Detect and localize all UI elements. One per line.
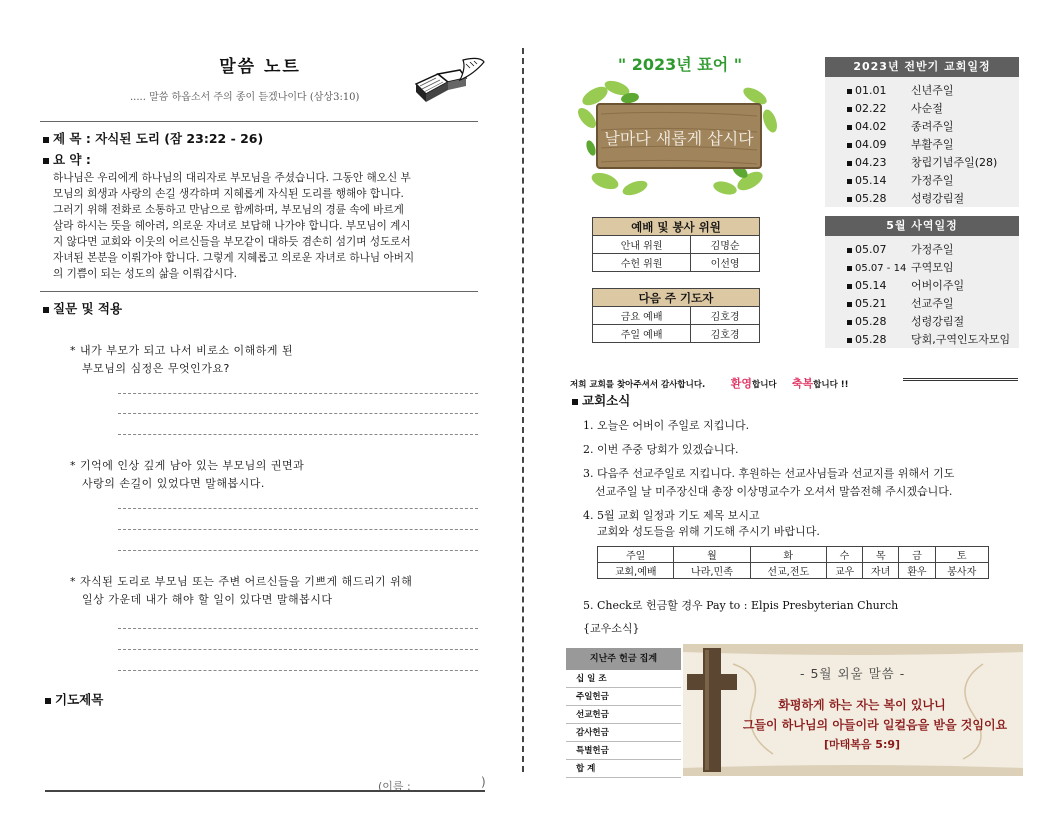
answer-line[interactable] bbox=[118, 628, 478, 629]
answer-line[interactable] bbox=[118, 550, 478, 551]
name-field-line[interactable] bbox=[45, 790, 485, 792]
bullet-square-icon bbox=[43, 158, 49, 164]
schedule-event: 구역모임 bbox=[911, 261, 954, 274]
welcome-text: 합니다 !! bbox=[813, 380, 849, 390]
bible-quill-icon bbox=[408, 54, 488, 112]
summary-line: 의 기쁨이 되는 성도의 삶을 이뤄갑시다. bbox=[53, 268, 237, 280]
memory-verse-line: 그들이 하나님의 아들이라 일컬음을 받을 것임이요 bbox=[742, 718, 1008, 732]
sermon-topic bbox=[43, 129, 263, 147]
news-item: 2. 이번 주중 당회가 있겠습니다. bbox=[583, 443, 739, 456]
bullet-square-icon bbox=[847, 320, 852, 325]
question-line: * 자식된 도리로 부모님 또는 주변 어르신들을 기쁘게 해드리기 위해 bbox=[70, 575, 413, 588]
prayer-role: 주일 예배 bbox=[593, 325, 691, 343]
answer-line[interactable] bbox=[118, 508, 478, 509]
schedule-event: 당회,구역인도자모임 bbox=[911, 333, 1011, 346]
bullet-square-icon bbox=[847, 248, 852, 253]
questions-heading bbox=[43, 299, 122, 317]
day-topic: 자녀 bbox=[863, 563, 899, 579]
bullet-square-icon bbox=[43, 137, 49, 143]
schedule-item bbox=[847, 82, 954, 98]
answer-line[interactable] bbox=[118, 670, 478, 671]
bullet-square-icon bbox=[847, 302, 852, 307]
schedule-may-title: 5월 사역일정 bbox=[825, 216, 1019, 236]
daily-prayer-table bbox=[597, 546, 989, 579]
question-line: * 기억에 인상 깊게 남아 있는 부모님의 권면과 bbox=[70, 459, 305, 472]
fold-divider bbox=[522, 48, 524, 772]
summary-line: 모님의 희생과 사랑의 손길 생각하며 지혜롭게 자식된 도리를 행해야 합니다. bbox=[53, 188, 404, 200]
answer-line[interactable] bbox=[118, 649, 478, 650]
news-item bbox=[583, 466, 1013, 500]
news-item: {교우소식} bbox=[583, 622, 640, 635]
schedule-item bbox=[847, 190, 964, 206]
answer-line[interactable] bbox=[118, 434, 478, 435]
day-header: 금 bbox=[899, 547, 935, 563]
summary-line: 하나님은 우리에게 하나님의 대리자로 부모님을 주셨습니다. 그동안 해오신 부 bbox=[53, 172, 411, 184]
schedule-date: 04.02 bbox=[855, 120, 887, 133]
prayer-topics-heading bbox=[45, 690, 103, 708]
welcome-underline bbox=[903, 378, 1018, 381]
staff-name: 김명순 bbox=[691, 236, 760, 254]
sermon-summary bbox=[53, 170, 480, 282]
schedule-date: 05.14 bbox=[855, 174, 887, 187]
news-line: 선교주일 날 미주장신대 총장 이상명교수가 오셔서 말씀전해 주시겠습니다. bbox=[595, 485, 953, 498]
motto-text: 날마다 새롭게 삽시다 bbox=[604, 129, 754, 148]
schedule-item bbox=[847, 259, 954, 275]
summary-line: 그러기 위해 전화로 소통하고 만남으로 함께하며, 부모님의 경륜 속에 바르게 bbox=[53, 204, 404, 216]
bullet-square-icon bbox=[847, 89, 852, 94]
question-line: 일상 가운데 내가 해야 할 일이 있다면 말해봅시다 bbox=[82, 593, 333, 606]
schedule-event: 어버이주일 bbox=[911, 279, 965, 292]
bullet-square-icon bbox=[45, 698, 51, 704]
day-header: 주일 bbox=[598, 547, 674, 563]
question-2 bbox=[70, 457, 304, 493]
table-row bbox=[593, 325, 760, 343]
staff-role: 안내 위원 bbox=[593, 236, 691, 254]
bullet-square-icon bbox=[847, 179, 852, 184]
memory-verse-reference: [마태복음 5:9] bbox=[823, 738, 901, 751]
table-row bbox=[598, 563, 989, 579]
schedule-event: 신년주일 bbox=[911, 84, 954, 97]
schedule-event: 종려주일 bbox=[911, 120, 954, 133]
bullet-square-icon bbox=[847, 338, 852, 343]
question-1 bbox=[70, 342, 293, 378]
question-line: 사랑의 손길이 있었다면 말해봅시다. bbox=[82, 477, 265, 490]
schedule-date: 04.09 bbox=[855, 138, 887, 151]
bullet-square-icon bbox=[847, 107, 852, 112]
prayer-topics-text: 기도제목 bbox=[55, 692, 104, 707]
bullet-square-icon bbox=[847, 284, 852, 289]
day-header: 목 bbox=[863, 547, 899, 563]
schedule-date: 05.14 bbox=[855, 279, 887, 292]
memory-verse-line: 화평하게 하는 자는 복이 있나니 bbox=[778, 698, 946, 712]
schedule-item bbox=[847, 277, 964, 293]
welcome-highlight: 환영 bbox=[730, 377, 752, 390]
summary-line: 살라 하시는 뜻을 헤아려, 의로운 자녀로 보답해 나가야 합니다. 부모님이 계시 bbox=[53, 220, 411, 232]
schedule-event: 성령강림절 bbox=[911, 192, 965, 205]
news-item: 1. 오늘은 어버이 주일로 지킵니다. bbox=[583, 419, 750, 432]
schedule-event: 가정주일 bbox=[911, 174, 954, 187]
church-news-heading bbox=[572, 391, 630, 409]
question-line: * 내가 부모가 되고 나서 비로소 이해하게 된 bbox=[70, 344, 294, 357]
summary-line: 자녀된 본분을 이뤄가야 합니다. 그렇게 지혜롭고 의로운 자녀로 하나님 아버지 bbox=[53, 252, 415, 264]
schedule-date: 05.28 bbox=[855, 333, 887, 346]
table-row bbox=[593, 307, 760, 325]
day-topic: 환우 bbox=[899, 563, 935, 579]
schedule-item bbox=[847, 136, 954, 152]
schedule-date: 04.23 bbox=[855, 156, 887, 169]
staff-name: 이선영 bbox=[691, 254, 760, 272]
day-topic: 교우 bbox=[826, 563, 862, 579]
schedule-first-half-list bbox=[825, 77, 1019, 207]
next-week-prayer-title: 다음 주 기도자 bbox=[593, 289, 760, 307]
news-line: 4. 5월 교회 일정과 기도 제목 보시고 bbox=[583, 509, 760, 522]
day-topic: 봉사자 bbox=[935, 563, 989, 579]
name-field-label: (이름 : bbox=[378, 780, 411, 793]
schedule-date: 01.01 bbox=[855, 84, 887, 97]
news-item: 5. Check로 헌금할 경우 Pay to : Elpis Presbyterian Church bbox=[583, 599, 899, 612]
schedule-may-list bbox=[825, 236, 1019, 348]
table-row bbox=[598, 547, 989, 563]
summary-divider bbox=[40, 291, 478, 292]
news-line: 3. 다음주 선교주일로 지킵니다. 후원하는 선교사님들과 선교지를 위해서 기도 bbox=[583, 467, 955, 480]
day-header: 화 bbox=[750, 547, 826, 563]
day-header: 토 bbox=[935, 547, 989, 563]
memory-verse-title: - 5월 외울 말씀 - bbox=[800, 666, 906, 681]
bullet-square-icon bbox=[572, 399, 578, 405]
schedule-item bbox=[847, 331, 1010, 347]
schedule-date: 05.21 bbox=[855, 297, 887, 310]
schedule-date: 05.07 bbox=[855, 243, 887, 256]
news-line: 교회와 성도들을 위해 기도해 주시기 바랍니다. bbox=[597, 525, 820, 538]
offering-row: 감사헌금 bbox=[566, 724, 681, 742]
title-divider bbox=[40, 121, 478, 122]
bullet-square-icon bbox=[847, 266, 852, 271]
schedule-item bbox=[847, 313, 964, 329]
service-staff-title: 예배 및 봉사 위원 bbox=[593, 218, 760, 236]
service-staff-table bbox=[592, 217, 760, 272]
table-row bbox=[593, 236, 760, 254]
bullet-square-icon bbox=[847, 143, 852, 148]
schedule-date: 02.22 bbox=[855, 102, 887, 115]
day-topic: 교회,예배 bbox=[598, 563, 674, 579]
schedule-first-half-title: 2023년 전반기 교회일정 bbox=[825, 57, 1019, 77]
summary-heading bbox=[43, 150, 91, 168]
welcome-text: 합니다 bbox=[751, 380, 777, 390]
question-3 bbox=[70, 573, 412, 609]
schedule-item bbox=[847, 118, 954, 134]
prayer-name: 김호경 bbox=[691, 325, 760, 343]
question-line: 부모님의 심정은 무엇인가요? bbox=[82, 362, 230, 375]
page-title: 말씀 노트 bbox=[219, 57, 301, 77]
schedule-event: 부활주일 bbox=[911, 138, 954, 151]
motto-year: " 2023년 표어 " bbox=[617, 55, 743, 74]
news-item bbox=[583, 508, 1013, 540]
bullet-square-icon bbox=[43, 307, 49, 313]
next-week-prayer-table bbox=[592, 288, 760, 343]
offering-row: 주일헌금 bbox=[566, 688, 681, 706]
bullet-square-icon bbox=[847, 125, 852, 130]
answer-line[interactable] bbox=[118, 393, 478, 394]
schedule-event: 가정주일 bbox=[911, 243, 954, 256]
day-topic: 나라,민족 bbox=[674, 563, 750, 579]
day-header: 월 bbox=[674, 547, 750, 563]
schedule-event: 성령강림절 bbox=[911, 315, 965, 328]
church-news-heading-text: 교회소식 bbox=[582, 393, 631, 408]
table-row bbox=[593, 254, 760, 272]
sermon-topic-text: 제 목 : 자식된 도리 (잠 23:22 - 26) bbox=[53, 131, 264, 146]
schedule-event: 창립기념주일(28) bbox=[911, 156, 998, 169]
schedule-event: 선교주일 bbox=[911, 297, 954, 310]
bullet-square-icon bbox=[847, 197, 852, 202]
name-field-close: ) bbox=[481, 775, 486, 789]
answer-line[interactable] bbox=[118, 529, 478, 530]
bullet-square-icon bbox=[847, 161, 852, 166]
summary-heading-text: 요 약 : bbox=[53, 152, 91, 167]
offering-row: 십 일 조 bbox=[566, 670, 681, 688]
offering-row: 선교헌금 bbox=[566, 706, 681, 724]
schedule-item bbox=[847, 172, 954, 188]
staff-role: 수헌 위원 bbox=[593, 254, 691, 272]
welcome-text: 저희 교회를 찾아주셔서 감사합니다. bbox=[570, 380, 706, 390]
page-subtitle-verse: ..... 말씀 하옵소서 주의 종이 듣겠나이다 (삼상3:10) bbox=[130, 92, 360, 103]
motto-sign-image bbox=[575, 76, 780, 198]
offering-title: 지난주 헌금 집계 bbox=[566, 648, 681, 670]
schedule-date: 05.28 bbox=[855, 315, 887, 328]
questions-heading-text: 질문 및 적용 bbox=[53, 301, 123, 316]
summary-line: 지 않다면 교회와 이웃의 어르신들을 부모같이 대하듯 겸손히 섬기며 성도로서 bbox=[53, 236, 411, 248]
day-header: 수 bbox=[826, 547, 862, 563]
welcome-highlight: 축복 bbox=[791, 377, 814, 390]
prayer-role: 금요 예배 bbox=[593, 307, 691, 325]
schedule-item bbox=[847, 100, 943, 116]
prayer-name: 김호경 bbox=[691, 307, 760, 325]
schedule-date: 05.07 - 14 bbox=[855, 263, 907, 274]
schedule-event: 사순절 bbox=[911, 102, 943, 115]
schedule-item bbox=[847, 154, 997, 170]
schedule-item bbox=[847, 295, 954, 311]
offering-row: 특별헌금 bbox=[566, 742, 681, 760]
schedule-date: 05.28 bbox=[855, 192, 887, 205]
schedule-item bbox=[847, 241, 954, 257]
day-topic: 선교,전도 bbox=[750, 563, 826, 579]
offering-row: 합 계 bbox=[566, 760, 681, 778]
answer-line[interactable] bbox=[118, 413, 478, 414]
